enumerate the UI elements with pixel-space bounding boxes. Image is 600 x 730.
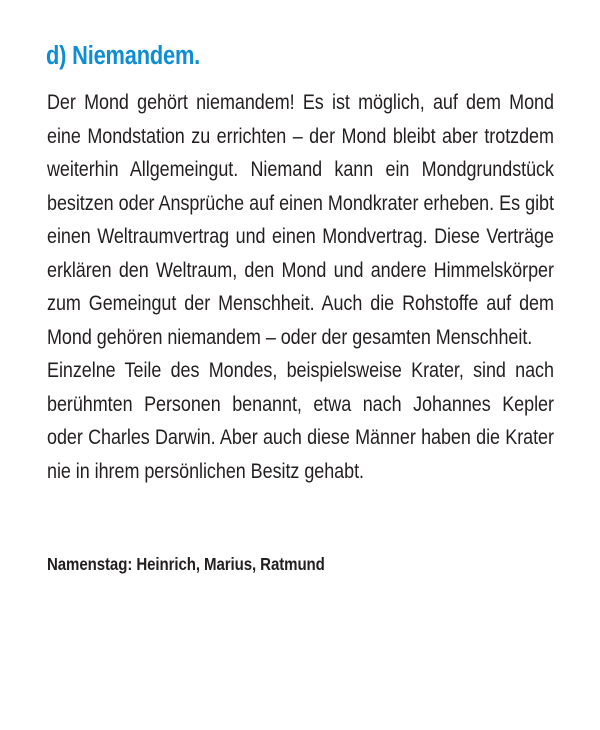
body-text-block [47, 86, 554, 488]
paragraph-2: Einzelne Teile des Mondes, beispielsweise Krater, sind nach berühmten Personen benannt, etwa nach Johannes Kepler oder Charles Darwin. Aber auch diese Männer haben die Krater nie in ihrem persönlichen Besitz gehabt. [47, 359, 554, 483]
page-heading: d) Niemandem. [46, 42, 201, 70]
namenstag-note: Namenstag: Heinrich, Marius, Ratmund [47, 554, 325, 574]
paragraph-1: Der Mond gehört niemandem! Es ist möglich, auf dem Mond eine Mondstation zu errichten – der Mond bleibt aber trotzdem weiterhin Allgemeingut. Niemand kann ein Mondgrundstück besitzen oder Ansprüche auf einen Mondkrater erheben. Es gibt einen Weltraumvertrag und einen Mondvertrag. Diese Verträge erklären den Weltraum, den Mond und andere Himmelskörper zum Gemeingut der Menschheit. Auch die Rohstoffe auf dem Mond gehören niemandem – oder der gesamten Menschheit. [47, 91, 554, 349]
